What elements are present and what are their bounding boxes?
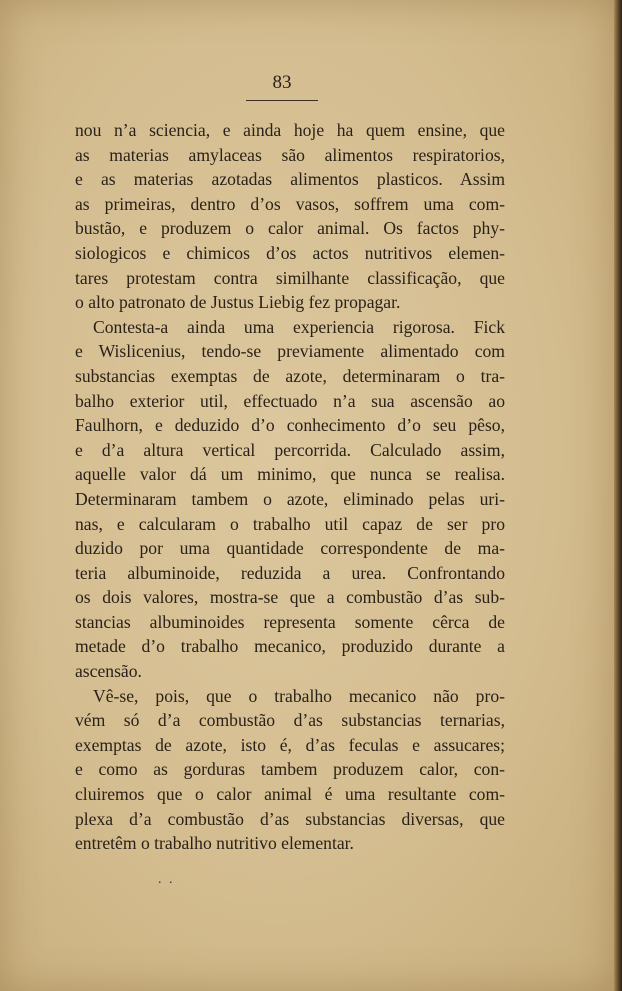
text-line: nas, e calcularam o trabalho util capaz de ser pro: [75, 513, 505, 534]
text-line: balho exterior util, effectuado n’a sua ascensão ao: [75, 390, 505, 411]
paragraph-1: [75, 118, 505, 315]
text-line: ascensão.: [75, 661, 142, 682]
text-line: duzido por uma quantidade correspondente de ma-: [75, 538, 505, 559]
text-line: nou n’a sciencia, e ainda hoje ha quem ensine, que: [75, 120, 505, 140]
text-line: as primeiras, dentro d’os vasos, soffrem uma com-: [75, 193, 505, 214]
text-line: Faulhorn, e deduzido d’o conhecimento d’o seu pêso,: [75, 415, 505, 436]
text-line: os dois valores, mostra-se que a combustão d’as sub-: [75, 587, 505, 608]
text-line: metade d’o trabalho mecanico, produzido durante a: [75, 636, 505, 657]
text-line: o alto patronato de Justus Liebig fez propagar.: [75, 292, 401, 313]
text-line: teria albuminoide, reduzida a urea. Confrontando: [75, 562, 505, 583]
text-line: bustão, e produzem o calor animal. Os factos phy-: [75, 218, 505, 239]
text-line: plexa d’a combustão d’as substancias diversas, que: [75, 808, 505, 829]
text-line: substancias exemptas de azote, determinaram o tra-: [75, 365, 505, 386]
text-line: tares protestam contra similhante classificação, que: [75, 267, 505, 288]
page-edge: [614, 0, 622, 991]
text-line: e Wislicenius, tendo-se previamente alimentado com: [75, 341, 505, 362]
text-line: cluiremos que o calor animal é uma resultante com-: [75, 784, 505, 805]
text-line: e d’a altura vertical percorrida. Calculado assim,: [75, 439, 505, 460]
text-line: entretêm o trabalho nutritivo elementar.: [75, 833, 354, 854]
text-line: Contesta-a ainda uma experiencia rigorosa. Fick: [93, 316, 505, 337]
text-line: aquelle valor dá um minimo, que nunca se realisa.: [75, 464, 505, 485]
paragraph-2: [75, 315, 505, 684]
text-line: e as materias azotadas alimentos plasticos. Assim: [75, 169, 505, 190]
text-line: Determinaram tambem o azote, eliminado pelas uri-: [75, 488, 505, 509]
text-line: stancias albuminoides representa somente cêrca de: [75, 611, 505, 632]
page-number: 83: [272, 72, 292, 93]
body-text: [75, 118, 505, 856]
header-rule: [246, 100, 318, 101]
text-line: exemptas de azote, isto é, d’as feculas e assucares;: [75, 734, 505, 755]
text-line: as materias amylaceas são alimentos respiratorios,: [75, 144, 505, 165]
end-ornament: . .: [158, 872, 175, 887]
text-line: siologicos e chimicos d’os actos nutritivos elemen-: [75, 242, 505, 263]
text-line: vém só d’a combustão d’as substancias ternarias,: [75, 710, 505, 731]
text-line: e como as gorduras tambem produzem calor, con-: [75, 759, 505, 780]
text-line: Vê-se, pois, que o trabalho mecanico não pro-: [93, 685, 505, 706]
paragraph-3: [75, 684, 505, 856]
